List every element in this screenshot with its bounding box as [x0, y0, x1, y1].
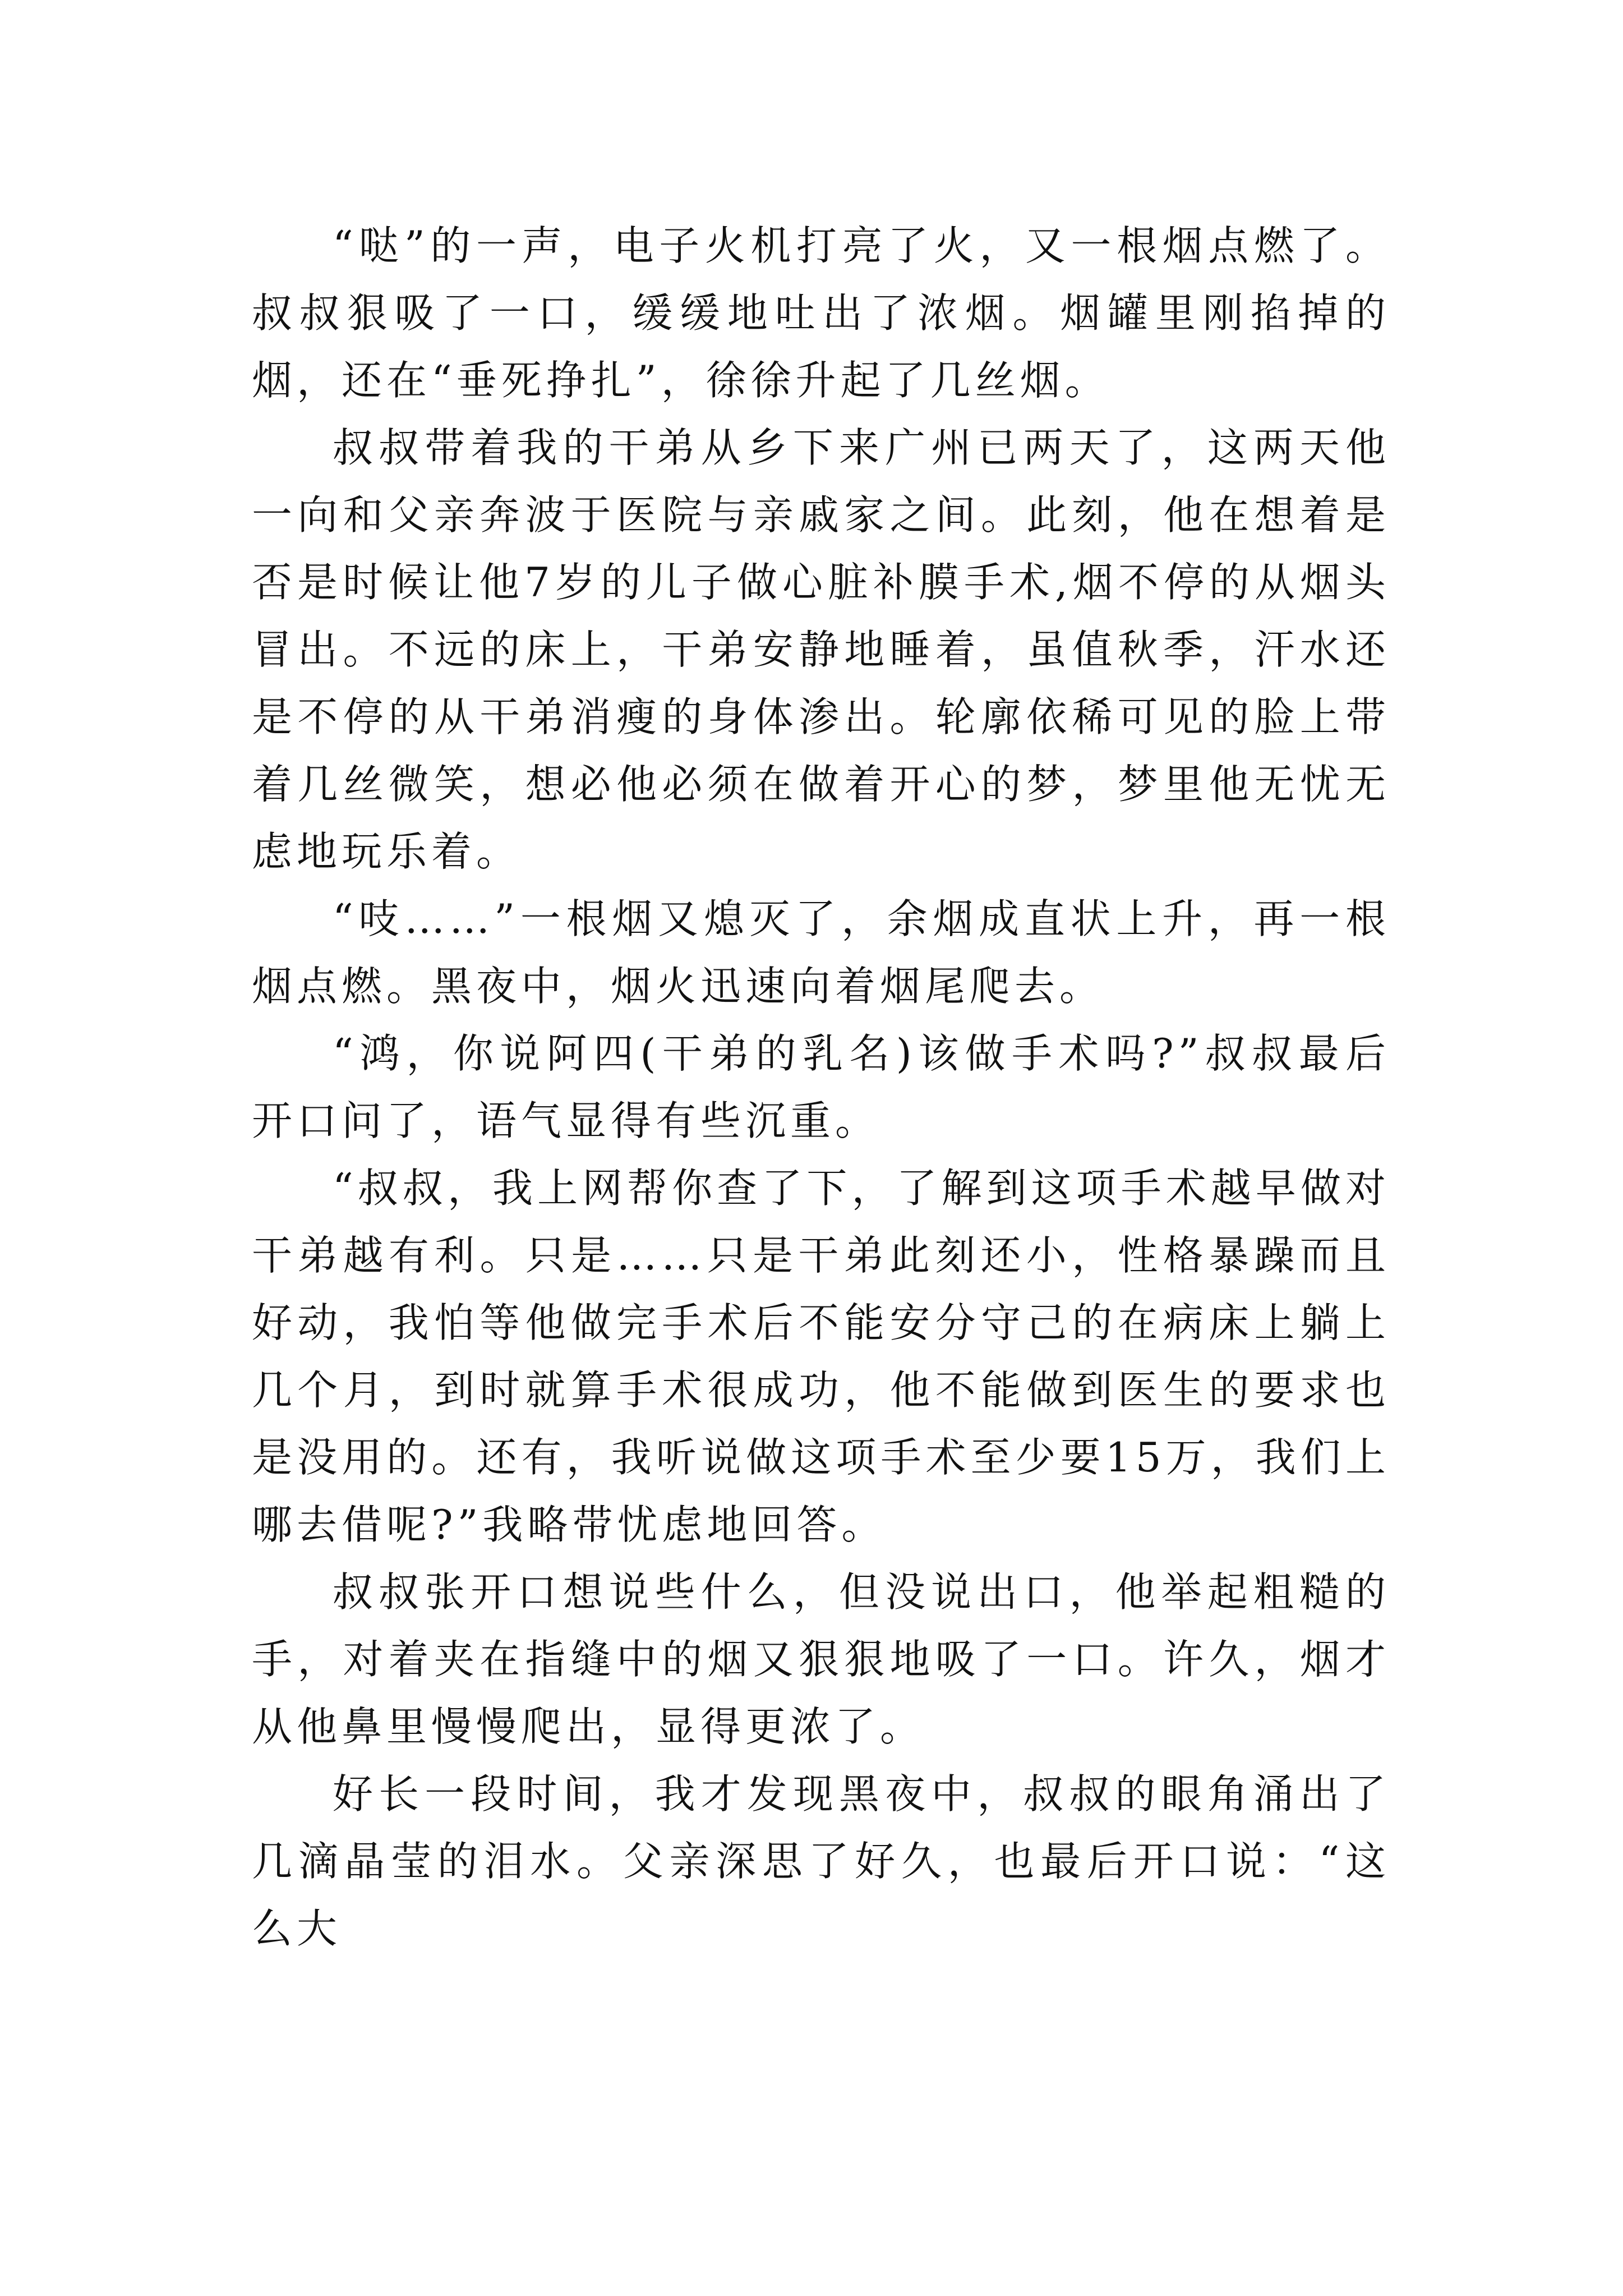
paragraph-1: “哒”的一声，电子火机打亮了火，又一根烟点燃了。叔叔狠吸了一口，缓缓地吐出了浓烟。烟罐里刚掐掉的烟，还在“垂死挣扎”，徐徐升起了几丝烟。 [252, 222, 1390, 404]
paragraph-6: 叔叔张开口想说些什么，但没说出口，他举起粗糙的手，对着夹在指缝中的烟又狠狠地吸了一口。许久，烟才从他鼻里慢慢爬出，显得更浓了。 [252, 1568, 1390, 1750]
paragraph-2: 叔叔带着我的干弟从乡下来广州已两天了，这两天他一向和父亲奔波于医院与亲戚家之间。此刻，他在想着是否是时候让他7岁的儿子做心脏补膜手术,烟不停的从烟头冒出。不远的床上，干弟安静地睡着，虽值秋季，汗水还是不停的从干弟消瘦的身体渗出。轮廓依稀可见的脸上带着几丝微笑，想必他必须在做着开心的梦，梦里他无忧无虑地玩乐着。 [252, 424, 1390, 875]
paragraph-3: “吱……”一根烟又熄灭了，余烟成直状上升，再一根烟点燃。黑夜中，烟火迅速向着烟尾爬去。 [252, 895, 1390, 1010]
paragraph-7: 好长一段时间，我才发现黑夜中，叔叔的眼角涌出了几滴晶莹的泪水。父亲深思了好久，也最后开口说：“这么大 [252, 1770, 1390, 1952]
document-body [252, 212, 1390, 1962]
paragraph-5: “叔叔，我上网帮你查了下，了解到这项手术越早做对干弟越有利。只是……只是干弟此刻还小，性格暴躁而且好动，我怕等他做完手术后不能安分守己的在病床上躺上几个月，到时就算手术很成功，他不能做到医生的要求也是没用的。还有，我听说做这项手术至少要15万，我们上哪去借呢?”我略带忧虑地回答。 [252, 1165, 1390, 1548]
paragraph-4: “鸿，你说阿四(干弟的乳名)该做手术吗?”叔叔最后开口问了，语气显得有些沉重。 [252, 1030, 1390, 1144]
